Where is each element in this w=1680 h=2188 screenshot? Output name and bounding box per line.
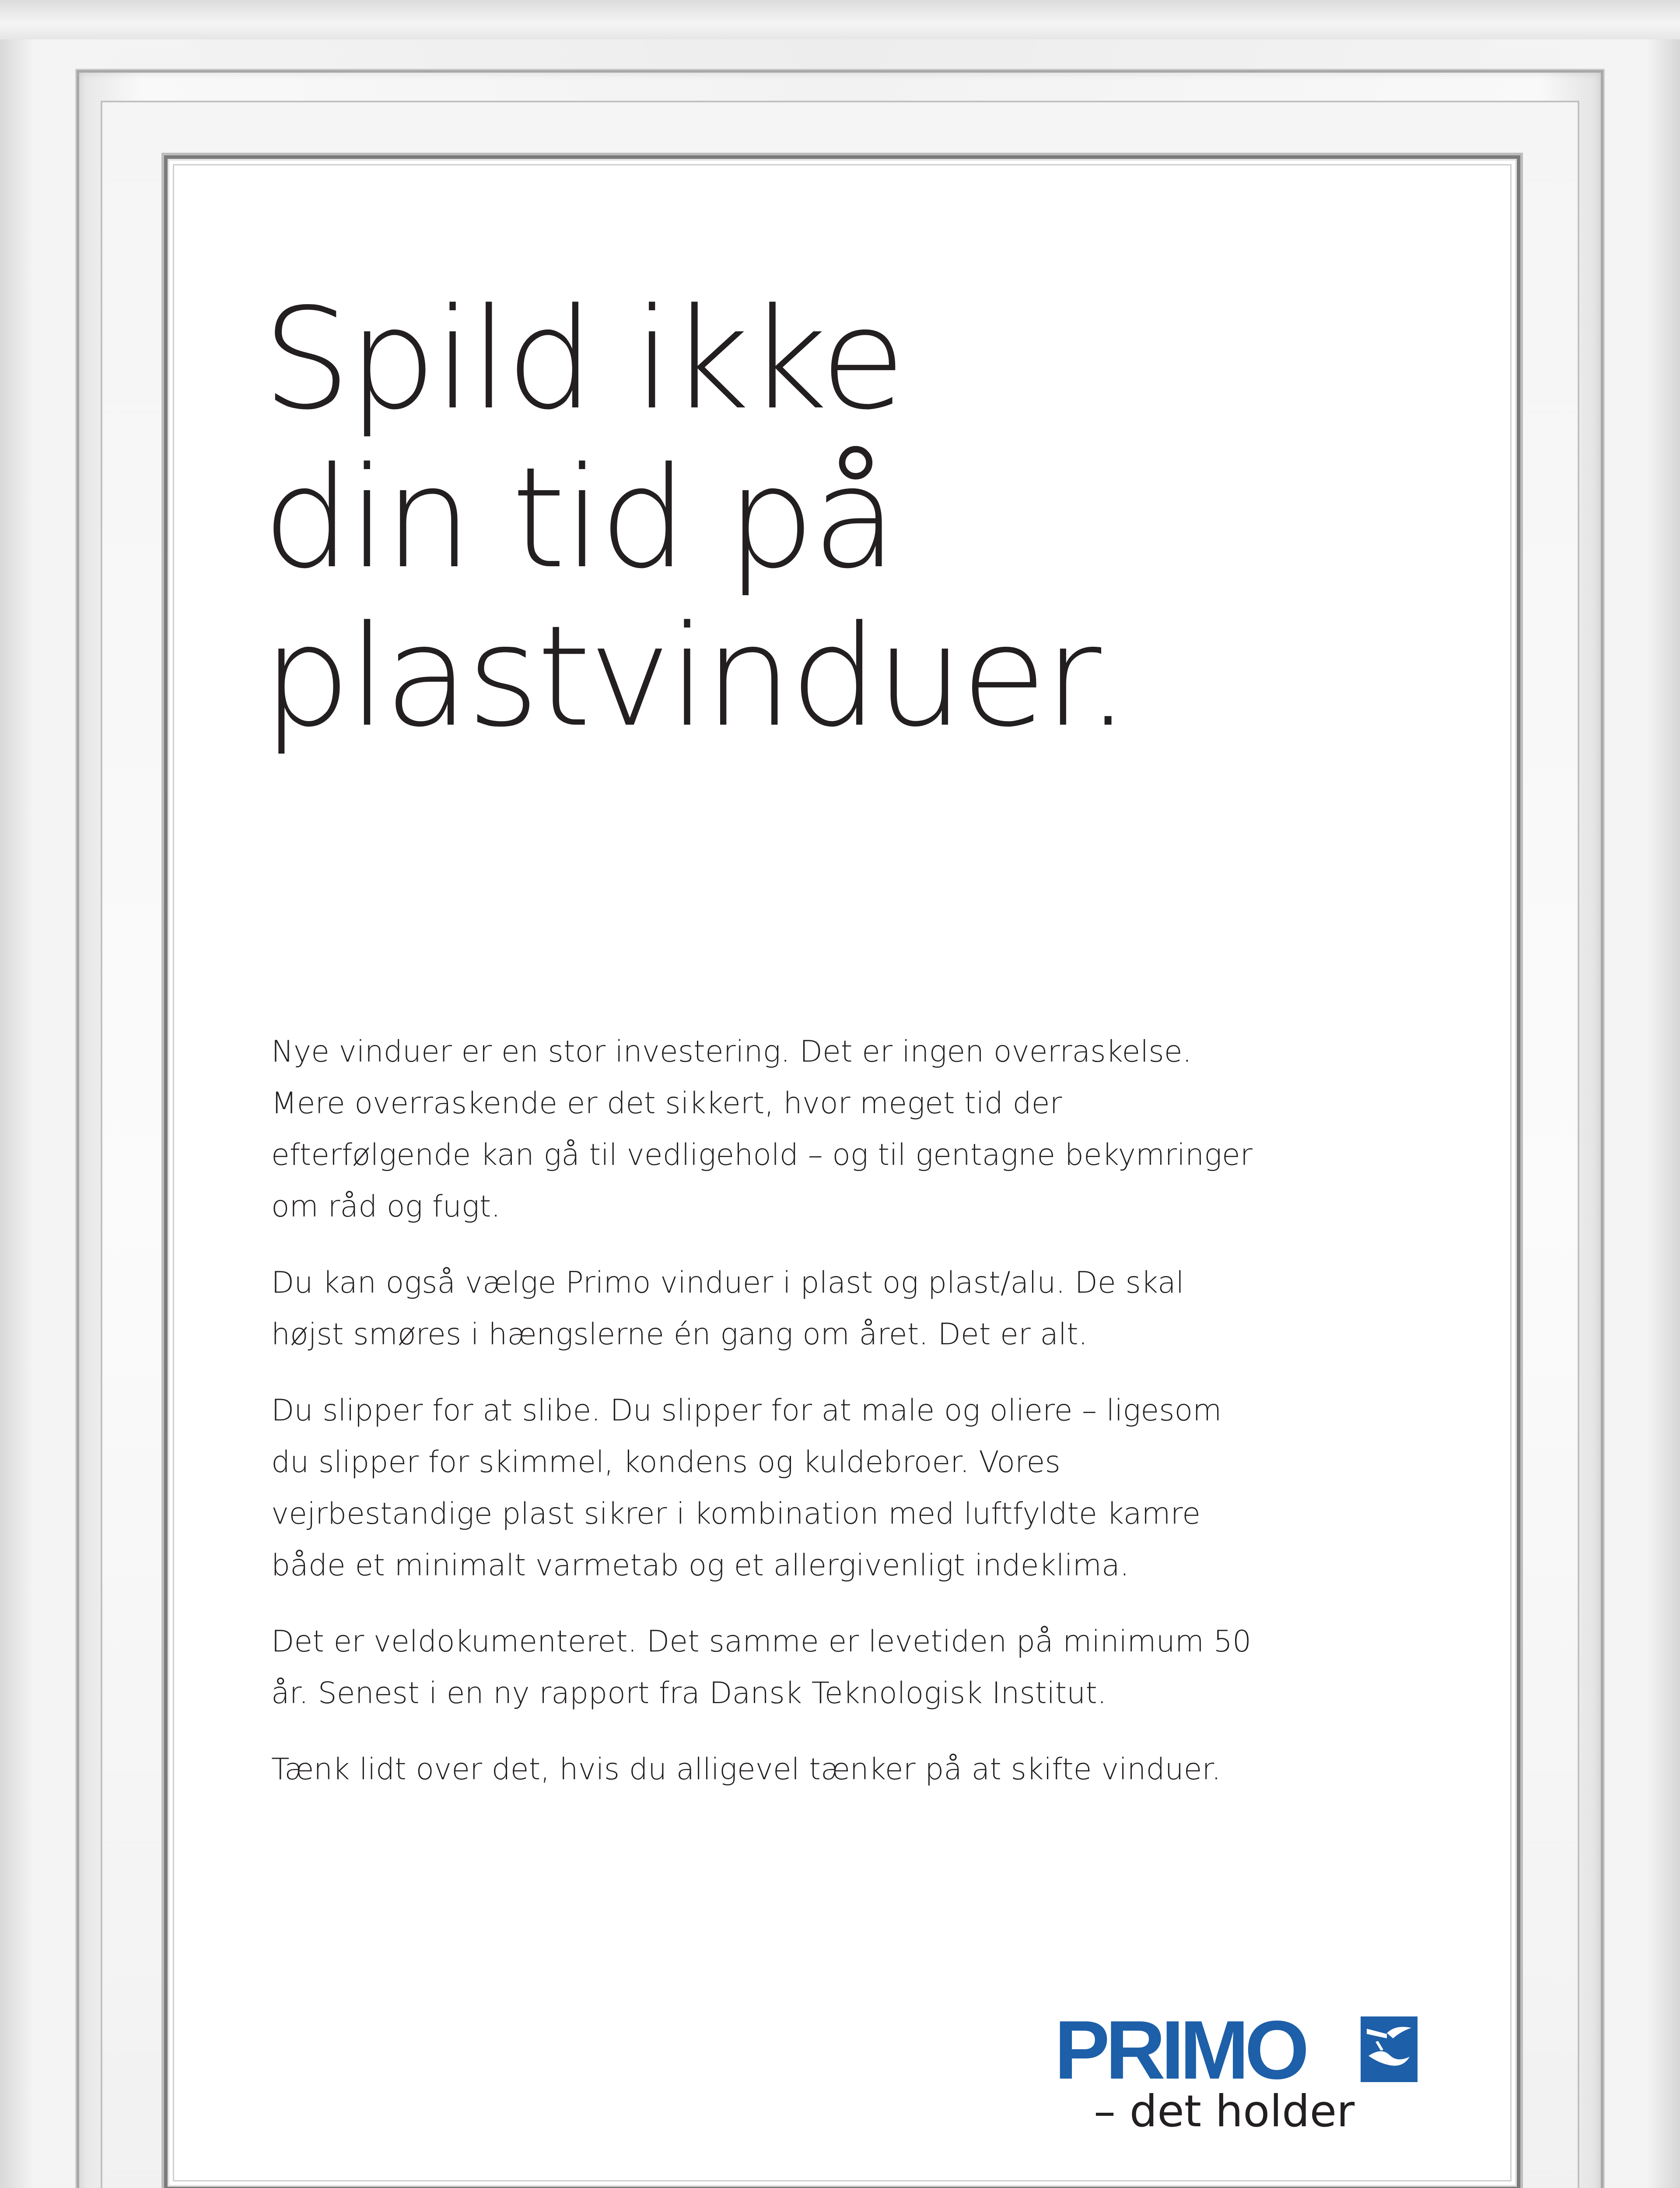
logo-wordmark: PRIMO xyxy=(1054,2004,1305,2097)
body-paragraph-3: Du slipper for at slibe. Du slipper for at male og oliere – ligesom du slipper for skimmel, kondens og kuldebroer. Vores vejrbestandige plast sikrer i kombination med luftfyldte kamre både et minimalt varmetab og et allergivenligt indeklima. xyxy=(271,1393,1222,1583)
headline-line-1: Spild ikke xyxy=(262,278,903,440)
frame-top-rail xyxy=(0,0,1680,39)
headline-line-3: plastvinduer. xyxy=(262,596,1128,758)
body-paragraph-5: Tænk lidt over det, hvis du alligevel tænker på at skifte vinduer. xyxy=(271,1752,1221,1787)
bird-icon xyxy=(1361,2016,1418,2082)
primo-logo xyxy=(1054,2004,1418,2137)
headline xyxy=(262,280,1444,756)
headline-line-2: din tid på xyxy=(262,437,895,599)
logo-tagline: – det holder xyxy=(1094,2086,1355,2137)
body-copy xyxy=(271,1026,1256,1820)
body-paragraph-2: Du kan også vælge Primo vinduer i plast og plast/alu. De skal højst smøres i hængslerne én gang om året. Det er alt. xyxy=(271,1266,1184,1352)
body-paragraph-4: Det er veldokumenteret. Det samme er levetiden på minimum 50 år. Senest i en ny rapport fra Dansk Teknologisk Institut. xyxy=(271,1624,1252,1711)
body-paragraph-1: Nye vinduer er en stor investering. Det er ingen overraskelse. Mere overraskende er det sikkert, hvor meget tid der efterfølgende kan gå til vedligehold – og til gentagne bekymringer om råd og fugt. xyxy=(271,1034,1253,1224)
